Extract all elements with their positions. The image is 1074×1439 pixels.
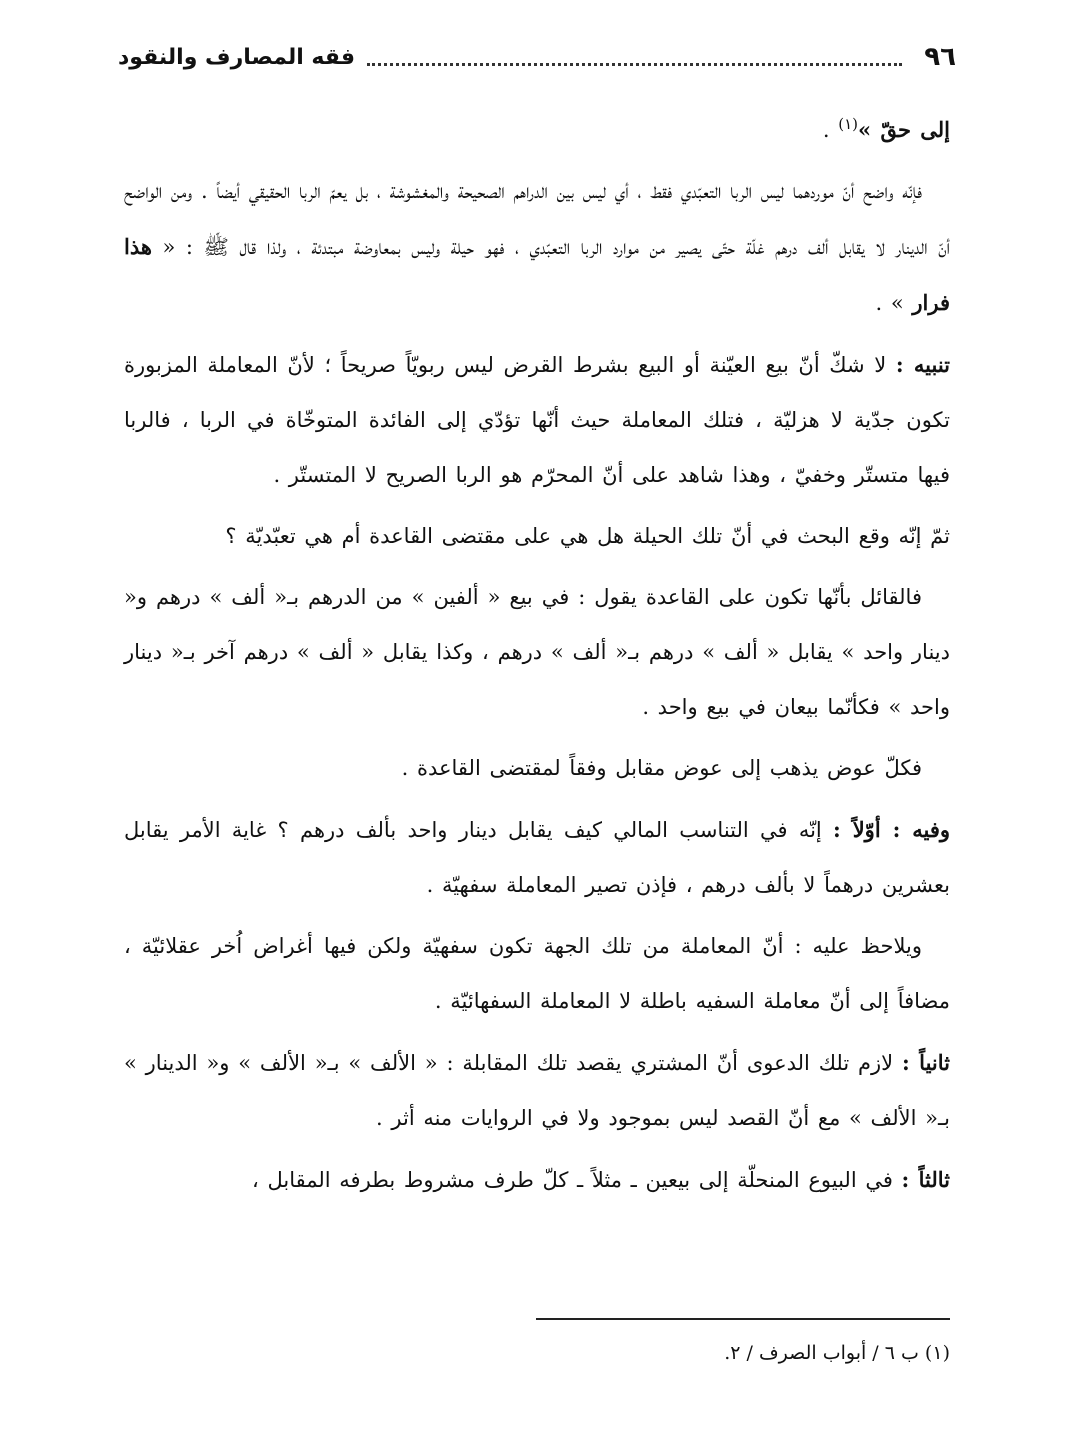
note-text: لا شكّ أنّ بيع العيّنة أو البيع بشرط القرض ليس ربويّاً صريحاً ؛ لأنّ المعاملة المزبورة تكون جدّية لا هزليّة ، فتلك المعاملة حيث أنّها تؤدّي إلى الفائدة المتوخّاة في الربا ، فالربا فيها متستّر وخفيّ ، وهذا شاهد على أنّ المحرّم هو الربا الصريح لا المتستّر . <box>124 353 950 487</box>
paragraph-second-objection <box>124 1035 950 1146</box>
quote-end-punct: . <box>822 118 839 142</box>
third-objection-text: في البيوع المنحلّة إلى بيعين ـ مثلاً ـ كلّ طرف مشروط بطرفه المقابل ، <box>252 1168 902 1192</box>
paragraph-3 <box>124 509 950 564</box>
page-number: ٩٦ <box>924 42 956 72</box>
quote-end: إلى حقّ » <box>858 117 950 142</box>
paragraph-7 <box>124 919 950 1029</box>
paragraph-1-end: » . <box>875 291 913 315</box>
first-objection-heading: وفيه : أوّلاً : <box>833 817 951 842</box>
second-objection-heading: ثانياً : <box>901 1050 950 1075</box>
paragraph-continuation <box>124 102 950 158</box>
hadith-quote: هذا فرار <box>124 234 950 315</box>
dotted-leader <box>367 63 902 66</box>
footnote-separator <box>536 1318 950 1320</box>
note-heading: تنبيه : <box>895 352 950 377</box>
paragraph-5-text: فكلّ عوض يذهب إلى عوض مقابل وفقاً لمقتضى القاعدة . <box>401 756 922 780</box>
second-objection-text: لازم تلك الدعوى أنّ المشتري يقصد تلك المقابلة : « الألف » بـ« الألف » و« الدينار » بـ« الألف » مع أنّ القصد ليس بموجود ولا في الروايات منه أثر . <box>124 1051 950 1130</box>
paragraph-5 <box>124 741 950 796</box>
paragraph-3-text: ثمّ إنّه وقع البحث في أنّ تلك الحيلة هل هي على مقتضى القاعدة أم هي تعبّديّة ؟ <box>225 524 950 548</box>
paragraph-7-text: ويلاحظ عليه : أنّ المعاملة من تلك الجهة تكون سفهيّة ولكن فيها أغراض اُخر عقلائيّة ، مضافاً إلى أنّ معاملة السفيه باطلة لا المعاملة السفهائيّة . <box>124 934 950 1013</box>
paragraph-third-objection <box>124 1152 950 1208</box>
paragraph-1-text: فإنّه واضح أنّ موردهما ليس الربا التعبّدي فقط ، أي ليس بين الدراهم الصحيحة والمغشوشة ، بل يعمّ الربا الحقيقي أيضاً . ومن الواضح أنّ الدينار لا يقابل ألف درهم غلّة حتّى يصير من موارد الربا التعبّدي ، فهو حيلة وليس بمعاوضة مبتدئة ، ولذا قال ﷺ : « <box>124 179 950 259</box>
page-body <box>124 102 950 1214</box>
paragraph-4 <box>124 570 950 735</box>
page-header <box>118 32 956 82</box>
paragraph-first-objection <box>124 802 950 913</box>
paragraph-4-text: فالقائل بأنّها تكون على القاعدة يقول : في بيع « ألفين » من الدرهم بـ« ألف » درهم و« دينار واحد » يقابل « ألف » درهم بـ« ألف » درهم ، وكذا يقابل « ألف » درهم آخر بـ« دينار واحد » فكأنّما بيعان في بيع واحد . <box>124 585 950 719</box>
first-objection-text: إنّه في التناسب المالي كيف يقابل دينار واحد بألف درهم ؟ غاية الأمر يقابل بعشرين درهماً لا بألف درهم ، فإذن تصير المعاملة سفهيّة . <box>124 818 950 897</box>
third-objection-heading: ثالثاً : <box>901 1167 950 1192</box>
paragraph-1 <box>124 164 950 331</box>
running-title: فقه المصارف والنقود <box>118 44 355 70</box>
footnote: (١) ب ٦ / أبواب الصرف / ٢. <box>724 1342 950 1364</box>
paragraph-note <box>124 337 950 503</box>
footnote-marker: (١) <box>838 115 859 133</box>
